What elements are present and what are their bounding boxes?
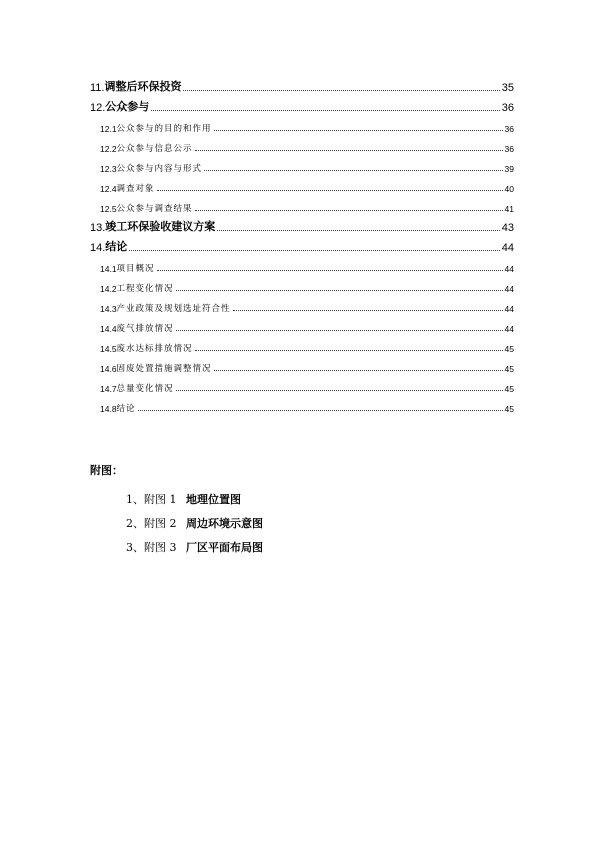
toc-entry-title: 结论 (116, 404, 136, 414)
toc-entry-section[interactable] (90, 274, 514, 294)
appendix-item-text: 厂区平面布局图 (186, 541, 263, 554)
toc-leader-dots (214, 129, 503, 131)
toc-leader-dots (129, 249, 499, 251)
toc-entry-title: 工程变化情况 (116, 284, 174, 294)
toc-entry-section[interactable] (90, 194, 514, 214)
toc-entry-section[interactable] (90, 394, 514, 414)
toc-entry-title: 公众参与的目的和作用 (116, 124, 212, 134)
toc-entry-page: 45 (504, 344, 514, 354)
toc-entry-title: 调查对象 (116, 184, 155, 194)
appendix-item-text: 周边环境示意图 (186, 517, 263, 530)
toc-leader-dots (214, 369, 503, 371)
toc-entry-page: 44 (504, 264, 514, 274)
toc-entry-page: 36 (504, 124, 514, 134)
toc-entry-number: 14.7 (100, 384, 117, 394)
toc-entry-page: 43 (501, 222, 514, 234)
toc-entry-number: 14.1 (100, 264, 117, 274)
toc-entry-number: 14.4 (100, 324, 117, 334)
toc-entry-page: 39 (504, 164, 514, 174)
toc-entry-page: 45 (504, 384, 514, 394)
toc-entry-number: 12.2 (100, 144, 117, 154)
toc-entry-page: 40 (504, 184, 514, 194)
toc-entry-title: 公众参与信息公示 (116, 144, 193, 154)
toc-entry-page: 44 (501, 242, 514, 254)
toc-entry-chapter[interactable] (90, 74, 514, 94)
toc-entry-number: 14.2 (100, 284, 117, 294)
toc-leader-dots (204, 169, 502, 171)
toc-entry-number: 14. (90, 242, 106, 254)
toc-entry-section[interactable] (90, 294, 514, 314)
toc-entry-section[interactable] (90, 154, 514, 174)
toc-entry-title: 结论 (105, 240, 128, 253)
toc-entry-title: 总量变化情况 (116, 384, 174, 394)
appendix-item-label: 2、附图 2 (126, 517, 177, 530)
toc-entry-page: 35 (501, 82, 514, 94)
toc-entry-section[interactable] (90, 374, 514, 394)
toc-entry-title: 项目概况 (116, 264, 155, 274)
toc-entry-title: 公众参与内容与形式 (116, 164, 203, 174)
toc-entry-section[interactable] (90, 174, 514, 194)
toc-leader-dots (233, 309, 503, 311)
toc-entry-title: 竣工环保验收建议方案 (105, 220, 216, 233)
appendix-item-text: 地理位置图 (186, 493, 241, 506)
toc-entry-number: 12.1 (100, 124, 117, 134)
toc-entry-page: 36 (504, 144, 514, 154)
toc-entry-section[interactable] (90, 354, 514, 374)
toc-entry-number: 13. (90, 222, 106, 234)
toc-entry-page: 36 (501, 102, 514, 114)
toc-entry-section[interactable] (90, 254, 514, 274)
toc-entry-number: 12.5 (100, 204, 117, 214)
toc-entry-page: 44 (504, 304, 514, 314)
toc-leader-dots (157, 189, 503, 191)
toc-entry-title: 固废处置措施调整情况 (116, 364, 212, 374)
toc-entry-page: 44 (504, 324, 514, 334)
toc-entry-chapter[interactable] (90, 94, 514, 114)
toc-entry-number: 14.5 (100, 344, 117, 354)
toc-entry-title: 废水达标排放情况 (116, 344, 193, 354)
appendix-item-3[interactable] (126, 536, 263, 560)
toc-entry-section[interactable] (90, 314, 514, 334)
toc-leader-dots (195, 349, 503, 351)
toc-entry-number: 12.3 (100, 164, 117, 174)
toc-entry-title: 废气排放情况 (116, 324, 174, 334)
toc-entry-chapter[interactable] (90, 214, 514, 234)
toc-entry-title: 公众参与 (105, 100, 150, 113)
toc-leader-dots (195, 149, 503, 151)
toc-entry-section[interactable] (90, 334, 514, 354)
toc-leader-dots (157, 269, 503, 271)
toc-entry-number: 14.6 (100, 364, 117, 374)
appendix-item-2[interactable] (126, 512, 263, 536)
toc-entry-number: 14.3 (100, 304, 117, 314)
toc-entry-chapter[interactable] (90, 234, 514, 254)
toc-entry-number: 14.8 (100, 404, 117, 414)
toc-leader-dots (151, 109, 499, 111)
toc-entry-section[interactable] (90, 134, 514, 154)
toc-entry-number: 12.4 (100, 184, 117, 194)
toc-leader-dots (195, 209, 503, 211)
toc-entry-number: 11. (90, 82, 105, 94)
toc-entry-title: 公众参与调查结果 (116, 204, 193, 214)
toc-entry-number: 12. (90, 102, 106, 114)
toc-leader-dots (176, 329, 503, 331)
appendix-title: 附图： (90, 464, 123, 477)
toc-entry-page: 45 (504, 364, 514, 374)
appendix-section (90, 462, 263, 560)
appendix-item-1[interactable] (126, 488, 263, 512)
toc-entry-page: 41 (504, 204, 514, 214)
toc-entry-title: 调整后环保投资 (104, 80, 182, 93)
toc-leader-dots (217, 229, 499, 231)
toc-entry-page: 45 (504, 404, 514, 414)
toc-entry-title: 产业政策及规划选址符合性 (116, 304, 231, 314)
toc-leader-dots (176, 289, 503, 291)
appendix-item-label: 1、附图 1 (126, 493, 177, 506)
table-of-contents (90, 74, 514, 414)
toc-entry-page: 44 (504, 284, 514, 294)
toc-leader-dots (176, 389, 503, 391)
toc-entry-section[interactable] (90, 114, 514, 134)
appendix-item-label: 3、附图 3 (126, 541, 177, 554)
toc-leader-dots (183, 89, 499, 91)
toc-leader-dots (138, 409, 503, 411)
